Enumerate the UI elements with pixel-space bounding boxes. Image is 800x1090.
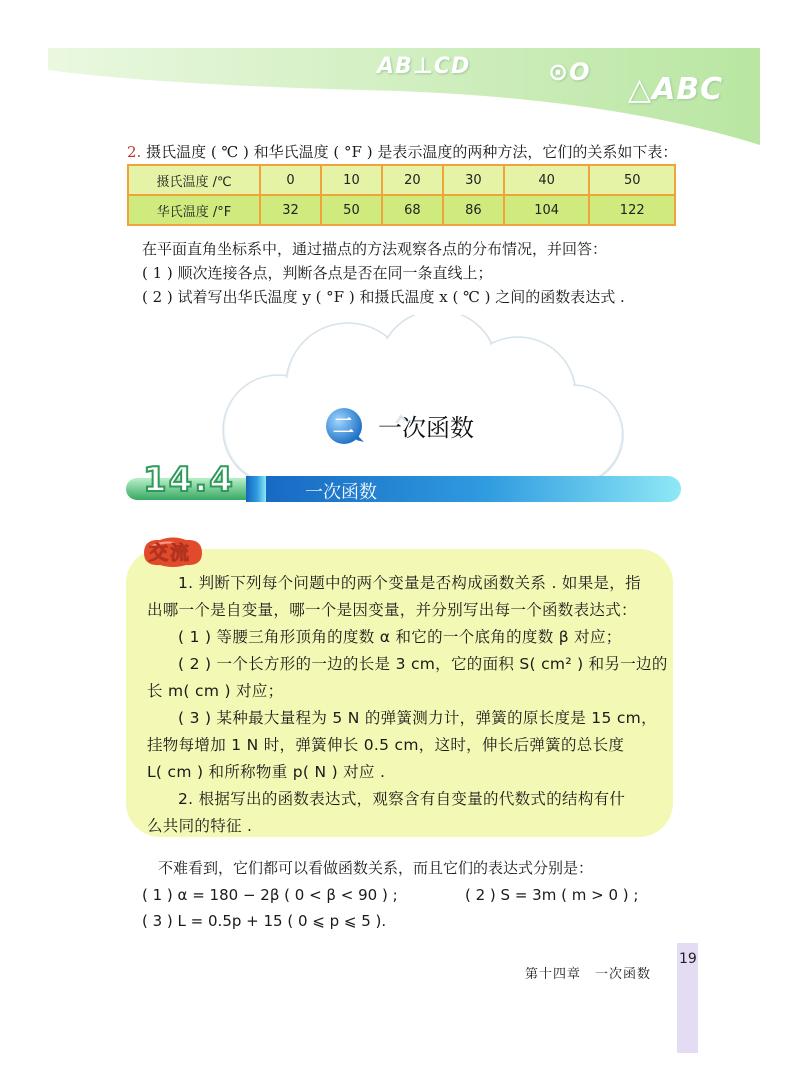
page-number: 19: [679, 951, 697, 967]
exchange-line: ( 2 ) 一个长方形的一边的长是 3 cm，它的面积 S( cm² ) 和另一边的: [178, 655, 668, 673]
exchange-badge-label: 交流: [149, 542, 192, 564]
exchange-line: 么共同的特征 .: [147, 817, 253, 835]
table-cell: 0: [260, 165, 321, 195]
table-cell: 10: [321, 165, 382, 195]
answer-equation-3: ( 3 ) L = 0.5p + 15 ( 0 ⩽ p ⩽ 5 ).: [142, 912, 387, 930]
table-cell: 32: [260, 195, 321, 225]
table-cell: 104: [504, 195, 590, 225]
exchange-line: ( 3 ) 某种最大量程为 5 N 的弹簧测力计，弹簧的原长度是 15 cm，: [178, 709, 657, 727]
row-label-fahrenheit: 华氏温度 /°F: [128, 195, 260, 225]
subsection-number: 14.4: [143, 460, 235, 500]
table-cell: 30: [443, 165, 504, 195]
exercise-intro-line: [127, 140, 677, 164]
exercise-instruction: 在平面直角坐标系中，通过描点的方法观察各点的分布情况，并回答：: [142, 240, 608, 258]
exchange-line: 长 m( cm ) 对应；: [147, 682, 284, 700]
exercise-question-2: ( 2 ) 试着写出华氏温度 y ( °F ) 和摄氏温度 x ( ℃ ) 之间的函数表达式 .: [142, 288, 625, 306]
exchange-line: L( cm ) 和所称物重 p( N ) 对应 .: [147, 763, 386, 781]
exchange-line: 1. 判断下列每个问题中的两个变量是否构成函数关系 . 如果是，指: [178, 574, 641, 592]
table-row: [128, 195, 675, 225]
exchange-line: ( 1 ) 等腰三角形顶角的度数 α 和它的一个底角的度数 β 对应；: [178, 628, 622, 646]
exercise-intro: 摄氏温度 ( ℃ ) 和华氏温度 ( °F ) 是表示温度的两种方法，它们的关系如下表：: [146, 143, 678, 161]
answer-intro: 不难看到，它们都可以看做函数关系，而且它们的表达式分别是：: [158, 859, 594, 877]
row-label-celsius: 摄氏温度 /℃: [128, 165, 260, 195]
table-cell: 86: [443, 195, 504, 225]
exchange-line: 挂物每增加 1 N 时，弹簧伸长 0.5 cm，这时，伸长后弹簧的总长度: [147, 736, 625, 754]
table-cell: 50: [589, 165, 675, 195]
table-cell: 122: [589, 195, 675, 225]
footer-chapter: 第十四章 一次函数: [525, 967, 652, 982]
table-cell: 50: [321, 195, 382, 225]
table-cell: 68: [382, 195, 443, 225]
exchange-line: 2. 根据写出的函数表达式，观察含有自变量的代数式的结构有什: [178, 790, 626, 808]
table-row: [128, 165, 675, 195]
section-badge-label: 二: [333, 414, 354, 438]
triangle-decoration: △ABC: [628, 72, 724, 107]
section-title: 一次函数: [378, 414, 474, 442]
circle-decoration: ⊙O: [548, 58, 591, 86]
exchange-line: 出哪一个是自变量，哪一个是因变量，并分别写出每一个函数表达式：: [147, 601, 637, 619]
subsection-title: 一次函数: [305, 482, 377, 503]
perpendicular-decoration: AB⊥CD: [377, 54, 471, 79]
table-cell: 20: [382, 165, 443, 195]
table-cell: 40: [504, 165, 590, 195]
temperature-table: [127, 164, 676, 226]
section-cloud: [198, 315, 638, 485]
answer-equation-1: ( 1 ) α = 180 − 2β ( 0 < β < 90 ) ;: [142, 886, 398, 904]
exercise-question-1: ( 1 ) 顺次连接各点，判断各点是否在同一条直线上；: [142, 264, 493, 282]
exercise-number: 2.: [127, 143, 142, 161]
answer-equation-2: ( 2 ) S = 3m ( m > 0 ) ;: [465, 886, 639, 904]
